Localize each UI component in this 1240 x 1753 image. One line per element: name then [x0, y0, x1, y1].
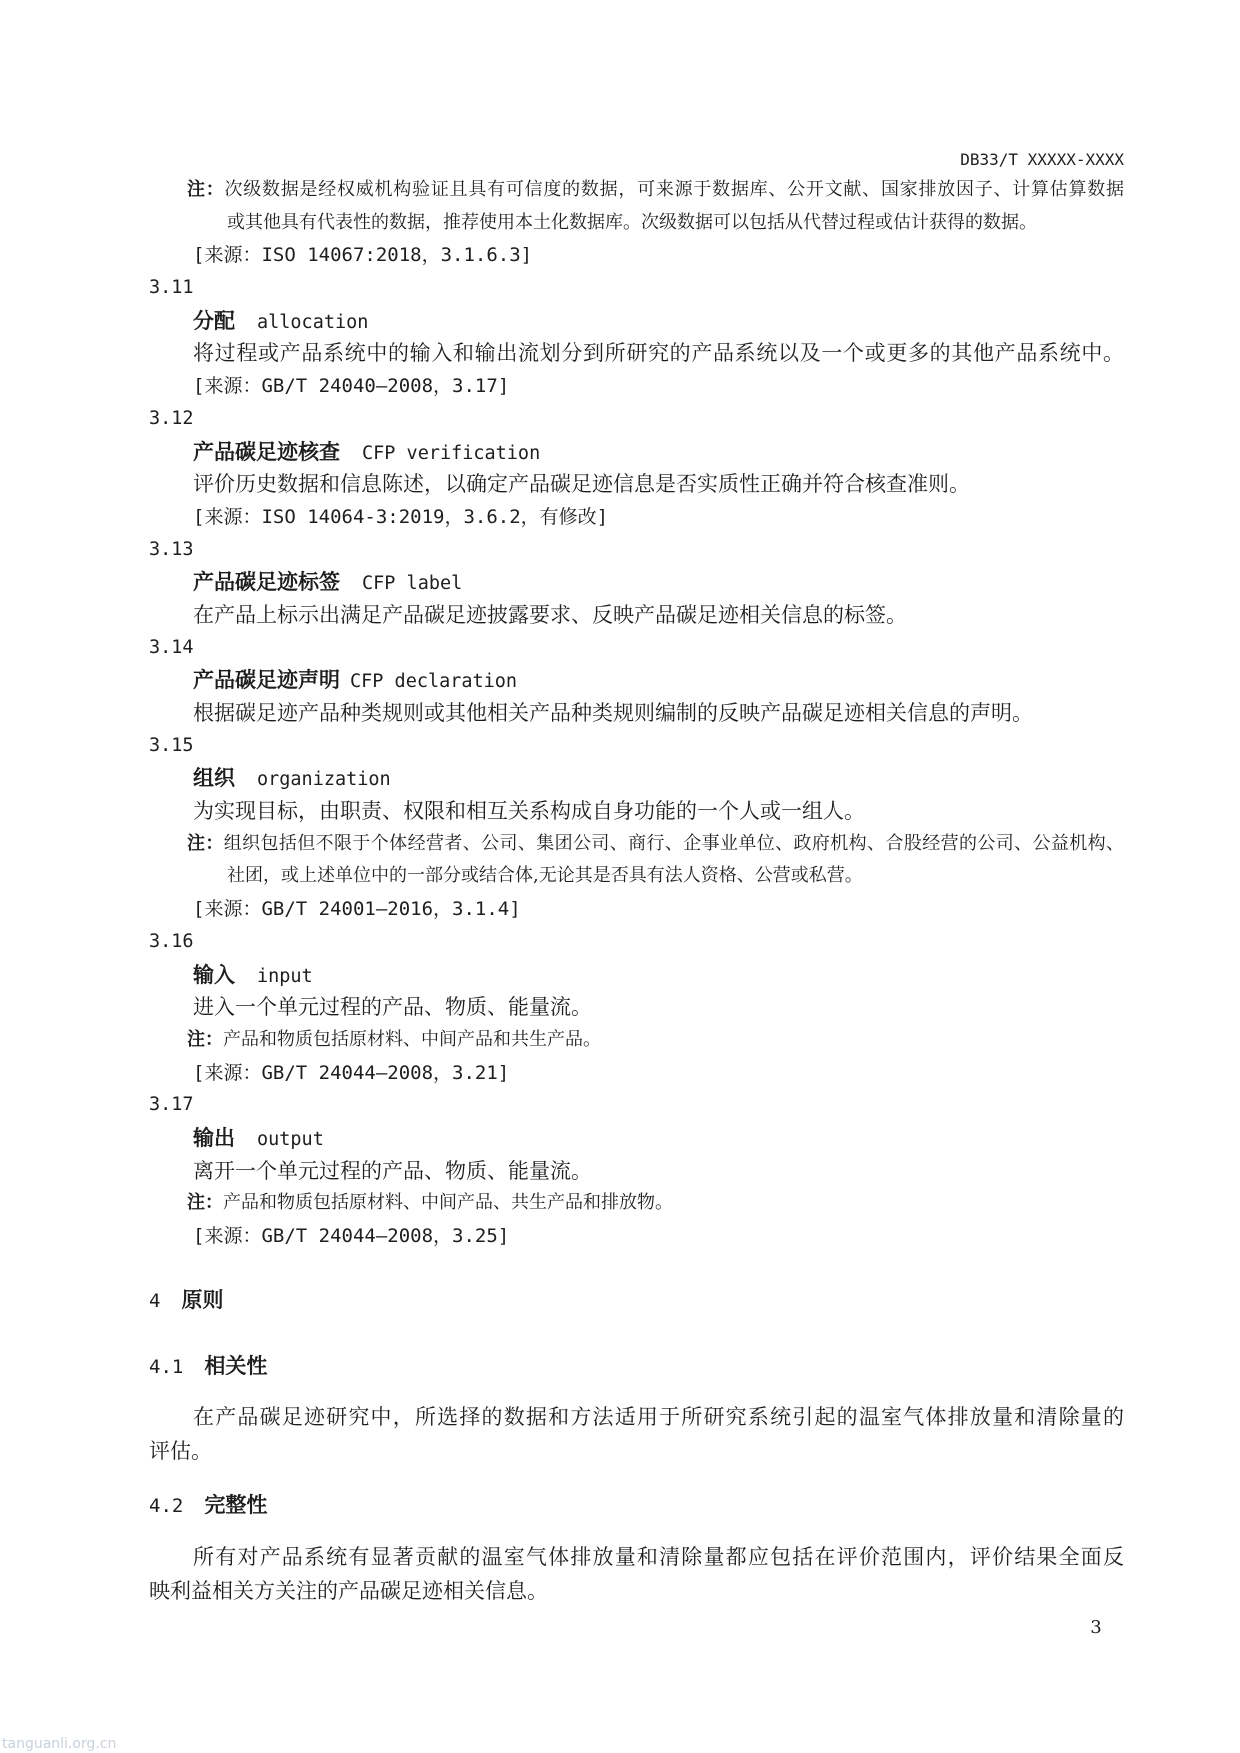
paragraph-line: 评估。 [149, 1438, 212, 1463]
term-name-zh: 产品碳足迹标签 [193, 570, 340, 595]
term-definition: 在产品上标示出满足产品碳足迹披露要求、反映产品碳足迹相关信息的标签。 [193, 602, 907, 627]
term-entry [0, 1089, 1240, 1252]
clause-title: 相关性 [204, 1354, 268, 1379]
term-definition: 评价历史数据和信息陈述，以确定产品碳足迹信息是否实质性正确并符合核查准则。 [193, 472, 970, 497]
clause-number: 4.1 [149, 1356, 184, 1379]
source-citation: [来源：GB/T 24001—2016，3.1.4] [193, 898, 521, 921]
term-name-zh: 组织 [193, 766, 235, 791]
term-entry [0, 730, 1240, 926]
term-definition: 根据碳足迹产品种类规则或其他相关产品种类规则编制的反映产品碳足迹相关信息的声明。 [193, 701, 1033, 725]
section-number: 4 [149, 1290, 161, 1313]
note-text: 产品和物质包括原材料、中间产品和共生产品。 [223, 1028, 601, 1050]
note-label: 注： [187, 179, 225, 200]
term-name-en: allocation [257, 311, 369, 333]
term-number: 3.16 [149, 930, 194, 952]
source-citation: [来源：ISO 14064-3:2019，3.6.2，有修改] [193, 505, 609, 528]
term-entry [0, 632, 1240, 730]
note-line: 或其他具有代表性的数据，推荐使用本土化数据库。次级数据可以包括从代替过程或估计获得的数据。 [227, 211, 1037, 233]
note-line [187, 1187, 1240, 1220]
note-text: 组织包括但不限于个体经营者、公司、集团公司、商行、企事业单位、政府机构、合股经营的公司、公益机构、 [223, 832, 1125, 854]
document-code-header: DB33/T XXXXX-XXXX [960, 150, 1124, 169]
watermark: tanguanli.org.cn [2, 1736, 117, 1752]
note-line [187, 174, 1124, 207]
term-heading [193, 1122, 1240, 1155]
note-label: 注： [187, 832, 224, 854]
term-name-en: CFP label [362, 573, 463, 595]
source-citation: [来源：ISO 14067:2018，3.1.6.3] [193, 244, 533, 267]
source-citation: [来源：GB/T 24044—2008，3.21] [193, 1061, 510, 1084]
note-label: 注： [187, 1192, 223, 1214]
term-heading [193, 305, 1240, 338]
term-definition: 离开一个单元过程的产品、物质、能量流。 [193, 1158, 592, 1183]
clause-title: 完整性 [204, 1493, 268, 1518]
note-text: 次级数据是经权威机构验证且具有可信度的数据，可来源于数据库、公开文献、国家排放因子、计算估算数据 [224, 179, 1125, 200]
term-name-zh: 产品碳足迹核查 [193, 439, 340, 464]
term-heading [193, 566, 1240, 599]
note-line [187, 828, 1124, 861]
term-number: 3.14 [149, 636, 194, 658]
term-name-en: CFP declaration [350, 671, 518, 693]
term-definition: 为实现目标，由职责、权限和相互关系构成自身功能的一个人或一组人。 [193, 799, 865, 824]
clause-paragraph [149, 1400, 1240, 1468]
term-name-zh: 输出 [193, 1125, 235, 1150]
term-number: 3.11 [149, 277, 194, 299]
term-heading [193, 959, 1240, 992]
term-number: 3.13 [149, 538, 194, 560]
term-name-en: output [257, 1128, 324, 1150]
term-name-zh: 产品碳足迹声明 [193, 668, 340, 693]
term-heading [193, 762, 1240, 795]
term-entry [0, 534, 1240, 632]
term-name-zh: 输入 [193, 962, 235, 987]
term-entry [0, 926, 1240, 1089]
term-heading [193, 664, 1240, 697]
note-label: 注： [187, 1028, 223, 1050]
source-citation: [来源：GB/T 24044—2008，3.25] [193, 1225, 510, 1247]
note-line: 社团，或上述单位中的一部分或结合体,无论其是否具有法人资格、公营或私营。 [227, 865, 863, 887]
source-citation: [来源：GB/T 24040—2008，3.17] [193, 375, 510, 398]
term-number: 3.17 [149, 1094, 194, 1116]
paragraph-line: 映利益相关方关注的产品碳足迹相关信息。 [149, 1578, 548, 1603]
clause-heading [149, 1489, 1240, 1522]
paragraph-line: 所有对产品系统有显著贡献的温室气体排放量和清除量都应包括在评价范围内，评价结果全面反 [193, 1544, 1124, 1569]
term-name-en: CFP verification [362, 442, 541, 464]
section-heading [149, 1284, 1240, 1317]
page-number: 3 [1090, 1617, 1102, 1638]
paragraph-line: 在产品碳足迹研究中，所选择的数据和方法适用于所研究系统引起的温室气体排放量和清除量的 [193, 1404, 1124, 1429]
term-heading [193, 436, 1240, 469]
term-name-en: input [257, 965, 313, 987]
section-title: 原则 [181, 1288, 224, 1313]
document-body [0, 174, 1240, 1608]
clause-number: 4.2 [149, 1495, 184, 1518]
term-number: 3.15 [149, 734, 194, 756]
term-definition: 将过程或产品系统中的输入和输出流划分到所研究的产品系统以及一个或更多的其他产品系统中。 [193, 341, 1124, 366]
term-number: 3.12 [149, 407, 194, 429]
note-line [187, 1024, 1240, 1057]
term-name-en: organization [257, 769, 391, 791]
term-name-zh: 分配 [193, 308, 235, 333]
term-entry [0, 403, 1240, 534]
term-definition: 进入一个单元过程的产品、物质、能量流。 [193, 995, 592, 1020]
note-text: 产品和物质包括原材料、中间产品、共生产品和排放物。 [223, 1192, 673, 1214]
term-entry [0, 272, 1240, 403]
clause-heading [149, 1350, 1240, 1383]
carryover-note-block [0, 174, 1240, 272]
clause-paragraph [149, 1540, 1240, 1608]
